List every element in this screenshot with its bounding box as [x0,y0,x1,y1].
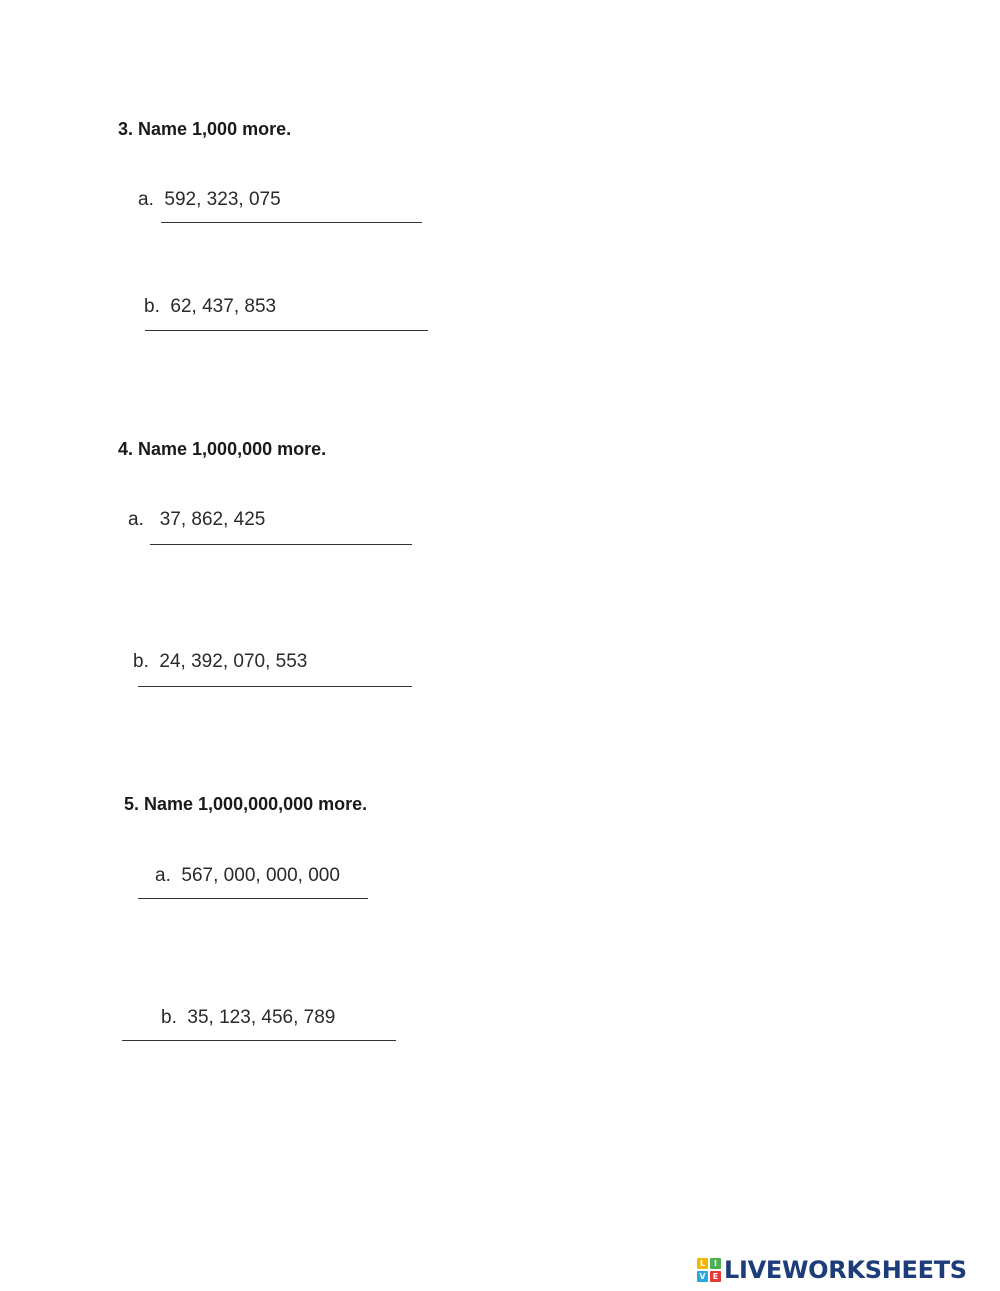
answer-field-3b[interactable] [145,330,428,331]
item-number: 567, 000, 000, 000 [181,865,340,886]
question-5a [155,865,340,887]
liveworksheets-logo [697,1256,967,1284]
item-number: 35, 123, 456, 789 [187,1007,336,1028]
item-label: a. [138,189,154,210]
logo-letter: E [710,1271,721,1282]
logo-letter: L [697,1258,708,1269]
item-number: 37, 862, 425 [159,509,266,530]
logo-text: LIVEWORKSHEETS [724,1256,967,1284]
item-label: a. [128,509,144,530]
item-number: 62, 437, 853 [170,296,277,317]
question-3b [144,296,276,318]
answer-field-5a[interactable] [138,898,368,899]
logo-letter: I [710,1258,721,1269]
answer-field-4a[interactable] [150,544,412,545]
answer-field-5b[interactable] [122,1040,396,1041]
logo-letter: V [697,1271,708,1282]
question-4a [128,509,265,531]
item-label: b. [144,296,160,317]
item-label: a. [155,865,171,886]
answer-field-4b[interactable] [138,686,412,687]
question-3a [138,189,281,211]
answer-field-3a[interactable] [161,222,422,223]
question-3-heading: 3. Name 1,000 more. [118,119,292,139]
item-number: 592, 323, 075 [164,189,281,210]
question-4b [133,651,307,673]
item-label: b. [161,1007,177,1028]
item-label: b. [133,651,149,672]
question-5b [161,1007,335,1029]
logo-mark-icon [697,1258,721,1282]
item-number: 24, 392, 070, 553 [159,651,308,672]
question-4-heading: 4. Name 1,000,000 more. [118,439,327,459]
question-5-heading: 5. Name 1,000,000,000 more. [124,794,368,814]
